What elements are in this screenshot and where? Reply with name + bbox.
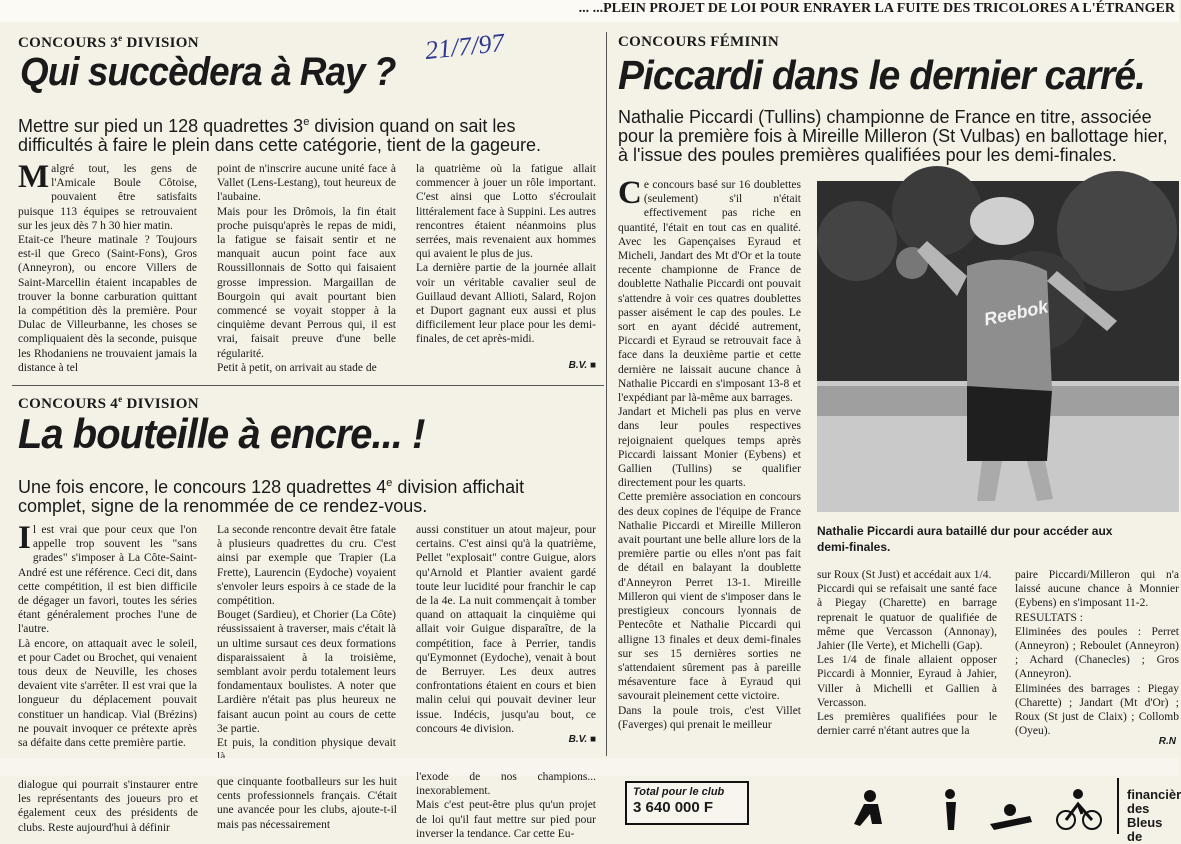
article1-column-2: point de n'inscrire aucune unité face à Vallet (Lens-Lestang), tout heureux de l'aubaine. Mais pour les Drômois, la fin était proche puisqu'après le repas de midi, la fatigue se faisait sentir et ne manquait aucun point face aux Roussillonnais de Sotto qui faisaient grosse impression. Margaillan de Bourgoin qui avait pourtant bien commencé se voyait stopper à la cinquième devant Perrous qui, il est vrai, faisait preuve d'une belle régularité. Petit à petit, on arrivait au stade de [217, 163, 396, 374]
article2-column-1: Il est vrai que pour ceux que l'on appelle trop souvent les "sans grades" s'imposer à La Côte-Saint-André est une référence. Ceci dit, dans cette compétition, il est bien difficile de dégager un favori, toutes les séries étant généralement proches l'une de l'autre. Là encore, on attaquait avec le soleil, et pour Cadet ou Brochet, qui venaient tous deux de Neuville, les choses devaient vite s'arrêter. Il est vrai que la longueur du déplacement pouvait constituer un handicap. Vial (Brézins) ne pouvait invoquer ce prétexte après sa défaite dans cette première partie. [18, 520, 197, 750]
dropcap: I [18, 520, 31, 556]
article2-headline: La bouteille à encre... ! [18, 410, 425, 457]
article2-column-3: aussi constituer un atout majeur, pour certains. C'est ainsi qu'à la quatrième, Pellet "explosait" contre Guigue, alors qu'Arnold et Plantier avaient gardé toute leur lucidité pour franchir le cap de la 4e. La nuit commençait à tomber quand on attaquait la cinquième qui allait voir Guigue disparaître, de la compétition, face à Perrier, tandis qu'Eymonnet (Eydoche), venait à bout de Berruyer. Les deux autres confrontations étaient en cours et bien malin celui qui pouvait deviner leur issue. Indécis, jusqu'au bout, ce concours 4e division. [416, 524, 596, 735]
shirt-logo: Reebok [982, 296, 1050, 330]
player-photo [817, 181, 1179, 512]
article1-column-1: Malgré tout, les gens de l'Amicale Boule Côtoise, pouvaient être satisfaits puisque 113 équipes se retrouvaient sur les jeux dès 7 h 30 hier matin. Etait-ce l'heure matinale ? Toujours est-il que Greco (Saint-Fons), Gros (Anneyron), ou encore Villers de Saint-Marcellin étaient incapables de trouver la bonne carburation quittant la compétition dès la première. Pour Dulac de Villeurbanne, les choses se compliquaient dès la seconde, puisque les Rhodaniens ne trouvaient jamais la distance à tel [18, 159, 197, 374]
club-total-title: Total pour le club [633, 786, 725, 798]
article3-kicker: CONCOURS FÉMININ [618, 34, 780, 50]
article2-signature: B.V. ■ [568, 734, 596, 745]
bottom-column-3: l'exode de nos champions... inexorablement. Mais c'est peut-être plus qu'un projet de loi qu'il faut mettre sur pied pour inverser la tendance. Car cette Eu- [416, 771, 596, 840]
article1-signature: B.V. ■ [568, 360, 596, 371]
article3-signature: R.N [1158, 736, 1176, 747]
article2-lede: Une fois encore, le concours 128 quadrettes 4e division affichait complet, signe de la renommée de ce rendez-vous. [18, 477, 525, 516]
dropcap: M [18, 159, 50, 195]
divider [12, 385, 604, 386]
photo-caption: Nathalie Piccardi aura bataillé dur pour accéder aux demi-finales. [817, 524, 1113, 554]
article3-column-3: paire Piccardi/Milleron qui n'a laissé aucune chance à Monnier (Eybens) en s'imposant 11-2. RESULTATS : Eliminées des poules : Perret (Anneyron) ; Reboulet (Anneyron) ; Achard (Chanecles) ; Gros (Anneyron). Eliminées des barrages : Piegay (Charette) ; Jandart (Mt d'Or) ; Roux (St just de Claix) ; Collomb (Oyeu). [1015, 569, 1179, 738]
article1-column-3: la quatrième où la fatigue allait commencer à jouer un rôle important. C'est ainsi que Lotto s'écroulait littéralement face à Suppini. Les autres rencontres étaient néanmoins plus serrées, mais revenaient aux hommes qui avaient le plus de jus. La dernière partie de la journée allait voir un véritable cavalier seul de Guillaud devant Allioti, Salard, Rojon et Duport gagnant eux aussi et plus difficilement leur place pour les demi-finales, de cet après-midi. [416, 163, 596, 346]
photo-illustration [817, 181, 1179, 512]
top-headline-strip: ... ...PLEIN PROJET DE LOI POUR ENRAYER LA FUITE DES TRICOLORES A L'ÉTRANGER [0, 0, 1179, 22]
side-article-title: financièr des Bleus de [1127, 787, 1181, 844]
bottom-column-2: que cinquante footballeurs sur les huit cents professionnels français. C'était une avancée pour les clubs, ajoute-t-il mais pas nécessairement [217, 776, 397, 831]
article3-column-2: sur Roux (St Just) et accédait aux 1/4. Piccardi qui se refaisait une santé face à Piegay (Charette) en barrage reprenait le quatuor de qualifiée de même que Vercasson (Annonay), Jahier (Ile Verte), et Michelli (Gap). Les 1/4 de finale allaient opposer Piccardi à Monnier, Eyraud à Jahier, Viller à Michelli et Gallien à Vercasson. Les premières qualifiées pour le dernier carré n'étant autres que la [817, 569, 997, 738]
article1-headline: Qui succèdera à Ray ? [20, 50, 396, 94]
handwritten-date: 21/7/97 [423, 27, 506, 66]
side-divider [1117, 778, 1119, 834]
dropcap: C [618, 175, 642, 211]
club-total-value: 3 640 000 F [633, 799, 714, 816]
article1-lede: Mettre sur pied un 128 quadrettes 3e division quand on sait les difficultés à faire le plein dans cette catégorie, tient de la gageure. [18, 116, 542, 155]
article3-headline: Piccardi dans le dernier carré. [618, 52, 1145, 98]
article1-kicker: CONCOURS 3e DIVISION [18, 33, 199, 51]
club-total-box [625, 781, 749, 825]
column-divider [606, 32, 607, 756]
sports-pictograms [760, 780, 1112, 834]
article2-column-2: La seconde rencontre devait être fatale à plusieurs quadrettes du cru. C'est ainsi par exemple que Trapier (La Frette), Laurencin (Eydoche) voyaient s'envoler leurs espoirs à ce stade de la compétition. Bouget (Sardieu), et Chorier (La Côte) réussissaient à traverser, mais c'était là un ultime sursaut ces deux formations disparaissaient à la troisième, semblant avoir perdu totalement leurs fondamentaux boulistes. A noter que Lardière n'était pas plus heureux ne faisant aucun point au cours de cette 3e partie. Et puis, la condition physique devait [217, 524, 396, 750]
article2-kicker: CONCOURS 4e DIVISION [18, 394, 199, 412]
bottom-column-1: dialogue qui pourrait s'instaurer entre les représentants des joueurs pro et également ceux des présidents de clubs. Reste aujourd'hui à définir [18, 779, 198, 834]
article3-lede: Nathalie Piccardi (Tullins) championne de France en titre, associée pour la première fois à Mireille Milleron (St Vulbas) en ballottage hier, à l'issue des poules premières qualifiées pour les demi-finales. [618, 107, 1168, 165]
article3-column-1: Ce concours basé sur 16 doublettes (seulement) s'il n'était effectivement pas riche en quantité, l'était en tout cas en qualité. Avec les Gapençaises Eyraud et Micheli, Jandart des Mt d'Or et la toute recente championne de France de doublette Nathalie Piccardi ont pouvait s'attendre à voir ces quatres doublettes passer aisément le cap des poules. Le sort en ayant décidé autrement, Piccardi et Eyraud se retrouvait face à face dans la deuxième partie et cette dernière ne laissait aucune chance à Nathalie Piccardi en s'imposant 13-8 et l'expédiant par là-même aux barrages. Jandart et Micheli pas plus en verve dans leur poules respectives rejoignaient quelques temps après Piccardi laissant Monier (Eybens) et Gallien (Tullins) se qualifier directement pour les quarts. Cette première association en concours des deux copines de l'équipe de France Nathalie Piccardi et Mireille Milleron avait pourtant une belle allure lors de la première partie ou elles n'ont pas fait de détail en balayant la doublette d'Anneyron Perret 13-1. Mireille Milleron qui vient de s'imposer dans le prestigieux concours lyonnais de Pentecôte et Nathalie Piccardi qui alligne 13 finales et deux demi-finales sur ses 15 dernières sorties ne s'attendaient sûrement pas à pareille mésaventure face à Eyraud qui savourait pleinement cette victoire. Dans la poule trois, c'est Villet (Faverges) qui prenait le meilleur [618, 175, 801, 731]
